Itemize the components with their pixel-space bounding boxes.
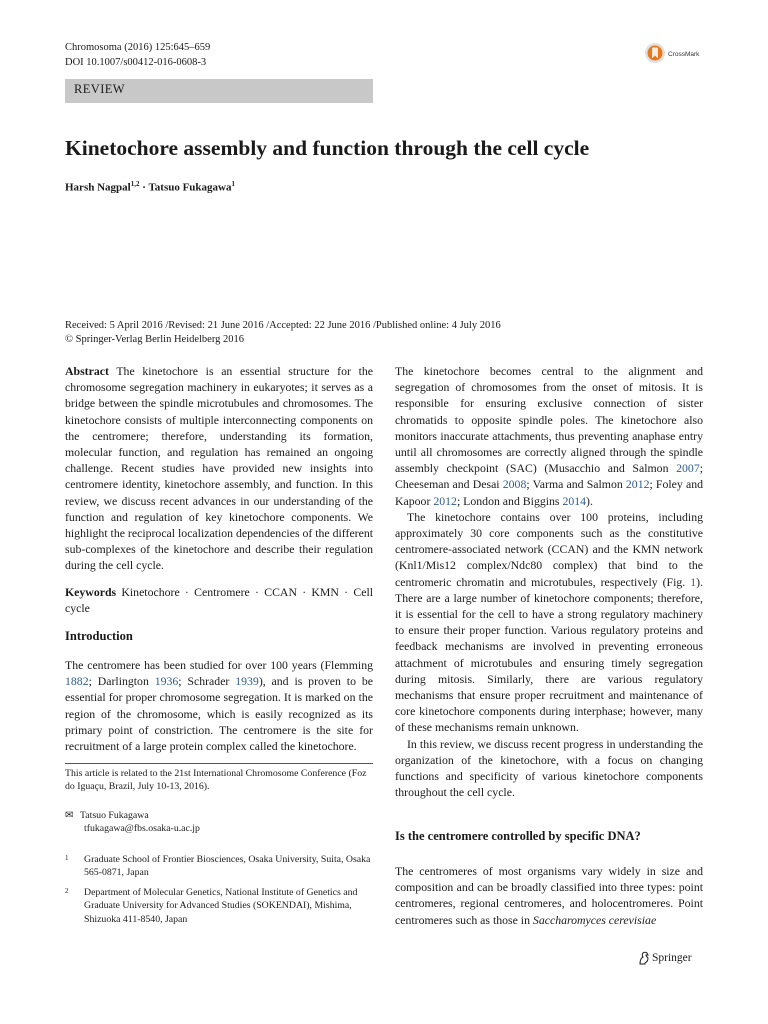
author-separator: ·	[142, 181, 146, 194]
section-type-label: REVIEW	[74, 82, 125, 96]
affiliation-text: Department of Molecular Genetics, National Institute of Genetics and Graduate University for Advanced Studies (SOKENDAI), Mishima, Shizuoka 411-8540, Japan	[84, 887, 358, 925]
keywords-paragraph	[65, 584, 373, 616]
publication-history	[65, 319, 501, 347]
citation-link[interactable]: 2014	[562, 493, 587, 508]
text-span: ). There are a large number of kinetochore components; therefore, it is essential for the cell to have a strong regulatory machinery to ensure their proper function. Various regulatory proteins and feedback mechanisms are involved in preventing erroneous attachment of microtubules and ensuring timely segregation during mitosis. Similarly, there are various regulatory mechanisms that ensure proper recruitment and maintenance of core kinetochore components during interphase; however, many of these mechanisms remain unknown.	[395, 574, 703, 735]
copyright-line: © Springer-Verlag Berlin Heidelberg 2016	[65, 334, 245, 345]
journal-citation	[65, 40, 210, 70]
text-span: The centromeres of most organisms vary widely in size and composition and can be broadly classified into three types: point centromeres, regional centromeres, and holocentromeres. Point centromeres such as those in	[395, 864, 703, 927]
body-paragraph	[395, 863, 703, 928]
history-dates: Received: 5 April 2016 /Revised: 21 June 2016 /Accepted: 22 June 2016 /Published online: 4 July 2016	[65, 320, 501, 331]
introduction-heading: Introduction	[65, 629, 133, 644]
left-column	[65, 363, 373, 754]
body-paragraph: In this review, we discuss recent progress in understanding the organization of the kinetochore, with a focus on changing functions and specificity of various kinetochore components throughout the cell cycle.	[395, 736, 703, 800]
corresponding-author	[65, 809, 373, 836]
affiliation-number: 1	[65, 854, 69, 862]
figure-link[interactable]: 1	[690, 574, 697, 589]
right-column	[395, 363, 703, 800]
footnote-divider	[65, 763, 373, 764]
abstract-label: Abstract	[65, 364, 109, 378]
abstract-paragraph	[65, 363, 373, 574]
crossmark-label: CrossMark	[668, 50, 700, 58]
citation-link[interactable]: 2007	[676, 461, 700, 476]
affiliation-number: 2	[65, 887, 69, 895]
contact-name: Tatsuo Fukagawa	[80, 810, 149, 821]
author-affiliation-mark: 1	[231, 180, 235, 188]
conference-note: This article is related to the 21st International Chromosome Conference (Foz do Iguaçu, Brazil, July 10-13, 2016).	[65, 768, 367, 793]
section-type-bar	[65, 79, 373, 103]
citation-link[interactable]: 2012	[433, 493, 457, 508]
publisher-logo	[638, 951, 692, 965]
crossmark-icon	[644, 41, 666, 67]
body-paragraph	[395, 363, 703, 509]
body-paragraph	[395, 509, 703, 736]
author-affiliation-mark: 1,2	[130, 180, 140, 188]
citation-link[interactable]: 2012	[625, 477, 650, 492]
text-span: ).	[586, 493, 593, 508]
introduction-paragraph	[65, 657, 373, 754]
citation-link[interactable]: 1882	[65, 674, 89, 689]
text-span: ; Foley and Kapoor	[395, 477, 703, 508]
text-span: ), and is proven to be essential for proper chromosome segregation. It is marked on the region of the chromosome, which is easily recognized as its primary point of constriction. The centromere is the site for recruitment of a large protein complex called the kinetochore.	[65, 674, 373, 754]
citation-link[interactable]: 1936	[154, 674, 179, 689]
species-name: Saccharomyces cerevisiae	[532, 912, 657, 927]
citation-link[interactable]: 1939	[235, 674, 259, 689]
keywords-text: Kinetochore · Centromere · CCAN · KMN · Cell cycle	[65, 584, 373, 615]
text-span: The centromere has been studied for over 100 years (Flemming	[65, 658, 373, 673]
journal-line: Chromosoma (2016) 125:645–659	[65, 42, 211, 53]
article-title: Kinetochore assembly and function through the cell cycle	[65, 136, 590, 160]
citation-link[interactable]: 2008	[502, 477, 527, 492]
text-span: ; London and Biggins	[456, 493, 563, 508]
text-span: The kinetochore contains over 100 proteins, including approximately 30 core components such as the constitutive centromere-associated network (CCAN) and the KMN network (Knl1/Mis12 complex/Ndc80 complex) that bind to the centromeric chromatin and microtubules, respectively (Fig.	[395, 509, 703, 589]
crossmark-badge[interactable]	[644, 41, 699, 67]
author-name: Harsh Nagpal	[65, 181, 131, 194]
affiliation-1	[65, 853, 373, 880]
text-span: ; Cheeseman and Desai	[395, 461, 703, 492]
affiliation-2	[65, 886, 373, 926]
text-span: ; Schrader	[178, 674, 236, 689]
text-span: The kinetochore becomes central to the alignment and segregation of chromosomes from the onset of mitosis. It is responsible for ensuring exclusive connection of sister chromatids to opposite spindle poles. The kinetochore also monitors inaccurate attachments, thus preventing anaphase entry until all chromosomes are correctly aligned through the spindle assembly checkpoint (SAC) (Musacchio and Salmon	[395, 364, 703, 476]
envelope-icon: ✉	[65, 810, 74, 821]
text-span: ; Darlington	[88, 674, 155, 689]
doi-line: DOI 10.1007/s00412-016-0608-3	[65, 57, 207, 68]
author-list	[65, 180, 235, 194]
author-name: Tatsuo Fukagawa	[148, 181, 232, 194]
keywords-label: Keywords	[65, 584, 117, 599]
publisher-name: Springer	[652, 952, 692, 964]
affiliation-text: Graduate School of Frontier Biosciences, Osaka University, Suita, Osaka 565-0871, Japan	[84, 854, 371, 879]
springer-horse-icon	[638, 951, 650, 965]
section-heading-centromere-dna: Is the centromere controlled by specific DNA?	[395, 829, 641, 843]
abstract-text: The kinetochore is an essential structure for the chromosome segregation machinery in eukaryotes; it serves as a bridge between the spindle microtubules and chromosomes. The kinetochore consists of multiple interconnecting components on the centromere; therefore, understanding its formation, molecular function, and regulation has remained an ongoing challenge. Recent studies have provided new insights into centromere identity, kinetochore assembly, and function. In this review, we discuss recent advances in our understanding of the function and regulation of key kinetochore components. We highlight the reciprocal localization dependencies of the different sub-complexes of the kinetochore and describe their regulation during the cell cycle.	[65, 364, 374, 573]
right-column-lower	[395, 863, 703, 928]
text-span: ; Varma and Salmon	[526, 477, 626, 492]
contact-email[interactable]: tfukagawa@fbs.osaka-u.ac.jp	[84, 823, 200, 835]
